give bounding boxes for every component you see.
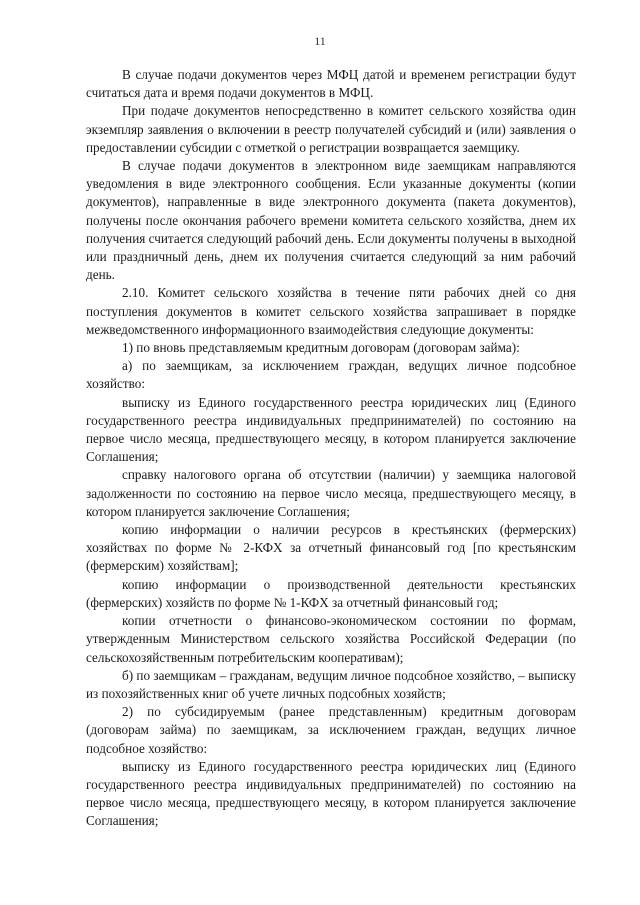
- paragraph-mfc-registration: В случае подачи документов через МФЦ датой и временем регистрации будут считаться дата и время подачи документов в МФЦ.: [86, 67, 576, 101]
- list-item-financial-reports: копии отчетности о финансово-экономическом состоянии по формам, утвержденным Министерством сельского хозяйства Российской Федерации (по сельскохозяйственным потребительским кооперативам);: [86, 613, 576, 665]
- list-item-form-2-kfh: копию информации о наличии ресурсов в крестьянских (фермерских) хозяйствах по форме № 2-КФХ за отчетный финансовый год [по крестьянским (фермерским) хозяйствам];: [86, 522, 576, 574]
- paragraph-2-10: 2.10. Комитет сельского хозяйства в течение пяти рабочих дней со дня поступления документов в комитет сельского хозяйства запрашивает в порядке межведомственного информационного взаимодействия следующие документы:: [86, 285, 576, 337]
- list-item-egrul-extract-2: выписку из Единого государственного реестра юридических лиц (Единого государственного реестра индивидуальных предпринимателей) по состоянию на первое число месяца, предшествующего месяцу, в котором планируется заключение Соглашения;: [86, 758, 576, 829]
- paragraph-direct-submission: При подаче документов непосредственно в комитет сельского хозяйства один экземпляр заявления о включении в реестр получателей субсидий и (или) заявления о предоставлении субсидии с отметкой о регистрации возвращается заемщику.: [86, 103, 576, 155]
- page-number: 11: [314, 34, 326, 48]
- list-item-new-contracts: 1) по вновь представляемым кредитным договорам (договорам займа):: [122, 340, 520, 356]
- document-body: [86, 66, 576, 831]
- list-item-subsidized-contracts: 2) по субсидируемым (ранее представленным) кредитным договорам (договорам займа) по заемщикам, за исключением граждан, ведущих личное подсобное хозяйство:: [86, 704, 576, 756]
- paragraph-electronic-submission: В случае подачи документов в электронном виде заемщикам направляются уведомления в виде электронного сообщения. Если указанные документы (копии документов), направленные в виде электронного документа (пакета документов), получены после окончания рабочего времени комитета сельского хозяйства, днем их получения считается следующий рабочий день. Если документы получены в выходной или праздничный день, днем их получения считается следующий за ним рабочий день.: [86, 158, 576, 283]
- list-item-egrul-extract: выписку из Единого государственного реестра юридических лиц (Единого государственного реестра индивидуальных предпринимателей) по состоянию на первое число месяца, предшествующего месяцу, в котором планируется заключение Соглашения;: [86, 394, 576, 465]
- list-item-form-1-kfh: копию информации о производственной деятельности крестьянских (фермерских) хозяйств по форме № 1-КФХ за отчетный финансовый год;: [86, 576, 576, 610]
- list-item-tax-certificate: справку налогового органа об отсутствии (наличии) у заемщика налоговой задолженности по состоянию на первое число месяца, предшествующего месяцу, в котором планируется заключение Соглашения;: [86, 467, 576, 519]
- list-item-borrowers-a: а) по заемщикам, за исключением граждан, ведущих личное подсобное хозяйство:: [86, 358, 576, 392]
- list-item-borrowers-b: б) по заемщикам – гражданам, ведущим личное подсобное хозяйство, – выписку из похозяйственных книг об учете личных подсобных хозяйств;: [86, 667, 576, 701]
